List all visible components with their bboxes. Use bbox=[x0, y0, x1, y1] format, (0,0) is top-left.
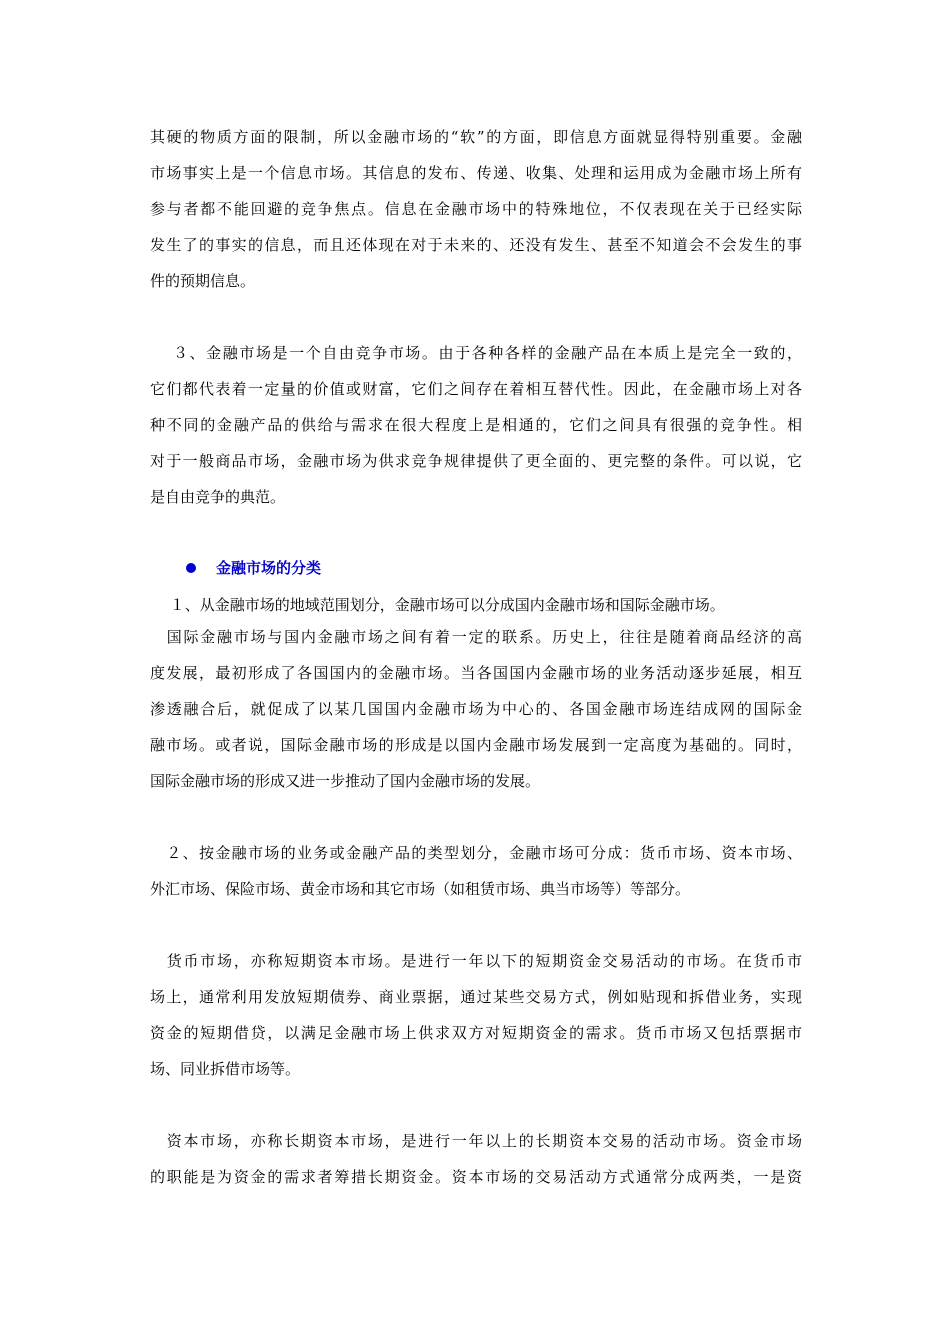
paragraph-5-line: 资金的短期借贷，以满足金融市场上供求双方对短期资金的需求。货币市场又包括票据市 bbox=[150, 1024, 802, 1042]
paragraph-3-line: 渗透融合后，就促成了以某几国国内金融市场为中心的、各国金融市场连结成网的国际金 bbox=[150, 700, 802, 718]
paragraph-1-line: 发生了的事实的信息，而且还体现在对于未来的、还没有发生、甚至不知道会不会发生的事 bbox=[150, 236, 802, 254]
paragraph-2-line: ３、金融市场是一个自由竞争市场。由于各种各样的金融产品在本质上是完全一致的， bbox=[150, 344, 802, 362]
paragraph-3-line: 国际金融市场与国内金融市场之间有着一定的联系。历史上，往往是随着商品经济的高 bbox=[150, 628, 802, 646]
paragraph-3-line: 国际金融市场的形成又进一步推动了国内金融市场的发展。 bbox=[150, 772, 541, 790]
paragraph-1-line: 参与者都不能回避的竞争焦点。信息在金融市场中的特殊地位，不仅表现在关于已经实际 bbox=[150, 200, 802, 218]
bullet-dot-icon bbox=[186, 563, 196, 573]
paragraph-4-line: 外汇市场、保险市场、黄金市场和其它市场（如租赁市场、典当市场等）等部分。 bbox=[150, 880, 691, 898]
section-heading bbox=[186, 558, 321, 578]
paragraph-1-line: 件的预期信息。 bbox=[150, 272, 256, 290]
paragraph-6-line: 资本市场，亦称长期资本市场，是进行一年以上的长期资本交易的活动市场。资金市场 bbox=[150, 1132, 802, 1150]
paragraph-5-line: 货币市场，亦称短期资本市场。是进行一年以下的短期资金交易活动的市场。在货币市 bbox=[150, 952, 802, 970]
paragraph-2-line: 种不同的金融产品的供给与需求在很大程度上是相通的，它们之间具有很强的竞争性。相 bbox=[150, 416, 802, 434]
paragraph-3-line: 度发展，最初形成了各国国内的金融市场。当各国国内金融市场的业务活动逐步延展，相互 bbox=[150, 664, 802, 682]
paragraph-4-line: ２、按金融市场的业务或金融产品的类型划分，金融市场可分成：货币市场、资本市场、 bbox=[150, 844, 802, 862]
paragraph-1-line: 市场事实上是一个信息市场。其信息的发布、传递、收集、处理和运用成为金融市场上所有 bbox=[150, 164, 802, 182]
paragraph-1-line: 其硬的物质方面的限制，所以金融市场的“软”的方面，即信息方面就显得特别重要。金融 bbox=[150, 128, 802, 146]
paragraph-5-line: 场上，通常利用发放短期债券、商业票据，通过某些交易方式，例如贴现和拆借业务，实现 bbox=[150, 988, 802, 1006]
paragraph-5-line: 场、同业拆借市场等。 bbox=[150, 1060, 301, 1078]
paragraph-2-line: 是自由竞争的典范。 bbox=[150, 488, 286, 506]
section-heading-text: 金融市场的分类 bbox=[216, 559, 322, 577]
paragraph-6-line: 的职能是为资金的需求者筹措长期资金。资本市场的交易活动方式通常分成两类，一是资 bbox=[150, 1168, 802, 1186]
paragraph-2-line: 对于一般商品市场，金融市场为供求竞争规律提供了更全面的、更完整的条件。可以说，它 bbox=[150, 452, 802, 470]
paragraph-3-line: 融市场。或者说，国际金融市场的形成是以国内金融市场发展到一定高度为基础的。同时， bbox=[150, 736, 802, 754]
paragraph-2-line: 它们都代表着一定量的价值或财富，它们之间存在着相互替代性。因此，在金融市场上对各 bbox=[150, 380, 802, 398]
paragraph-3-line: １、从金融市场的地域范围划分，金融市场可以分成国内金融市场和国际金融市场。 bbox=[150, 596, 725, 614]
